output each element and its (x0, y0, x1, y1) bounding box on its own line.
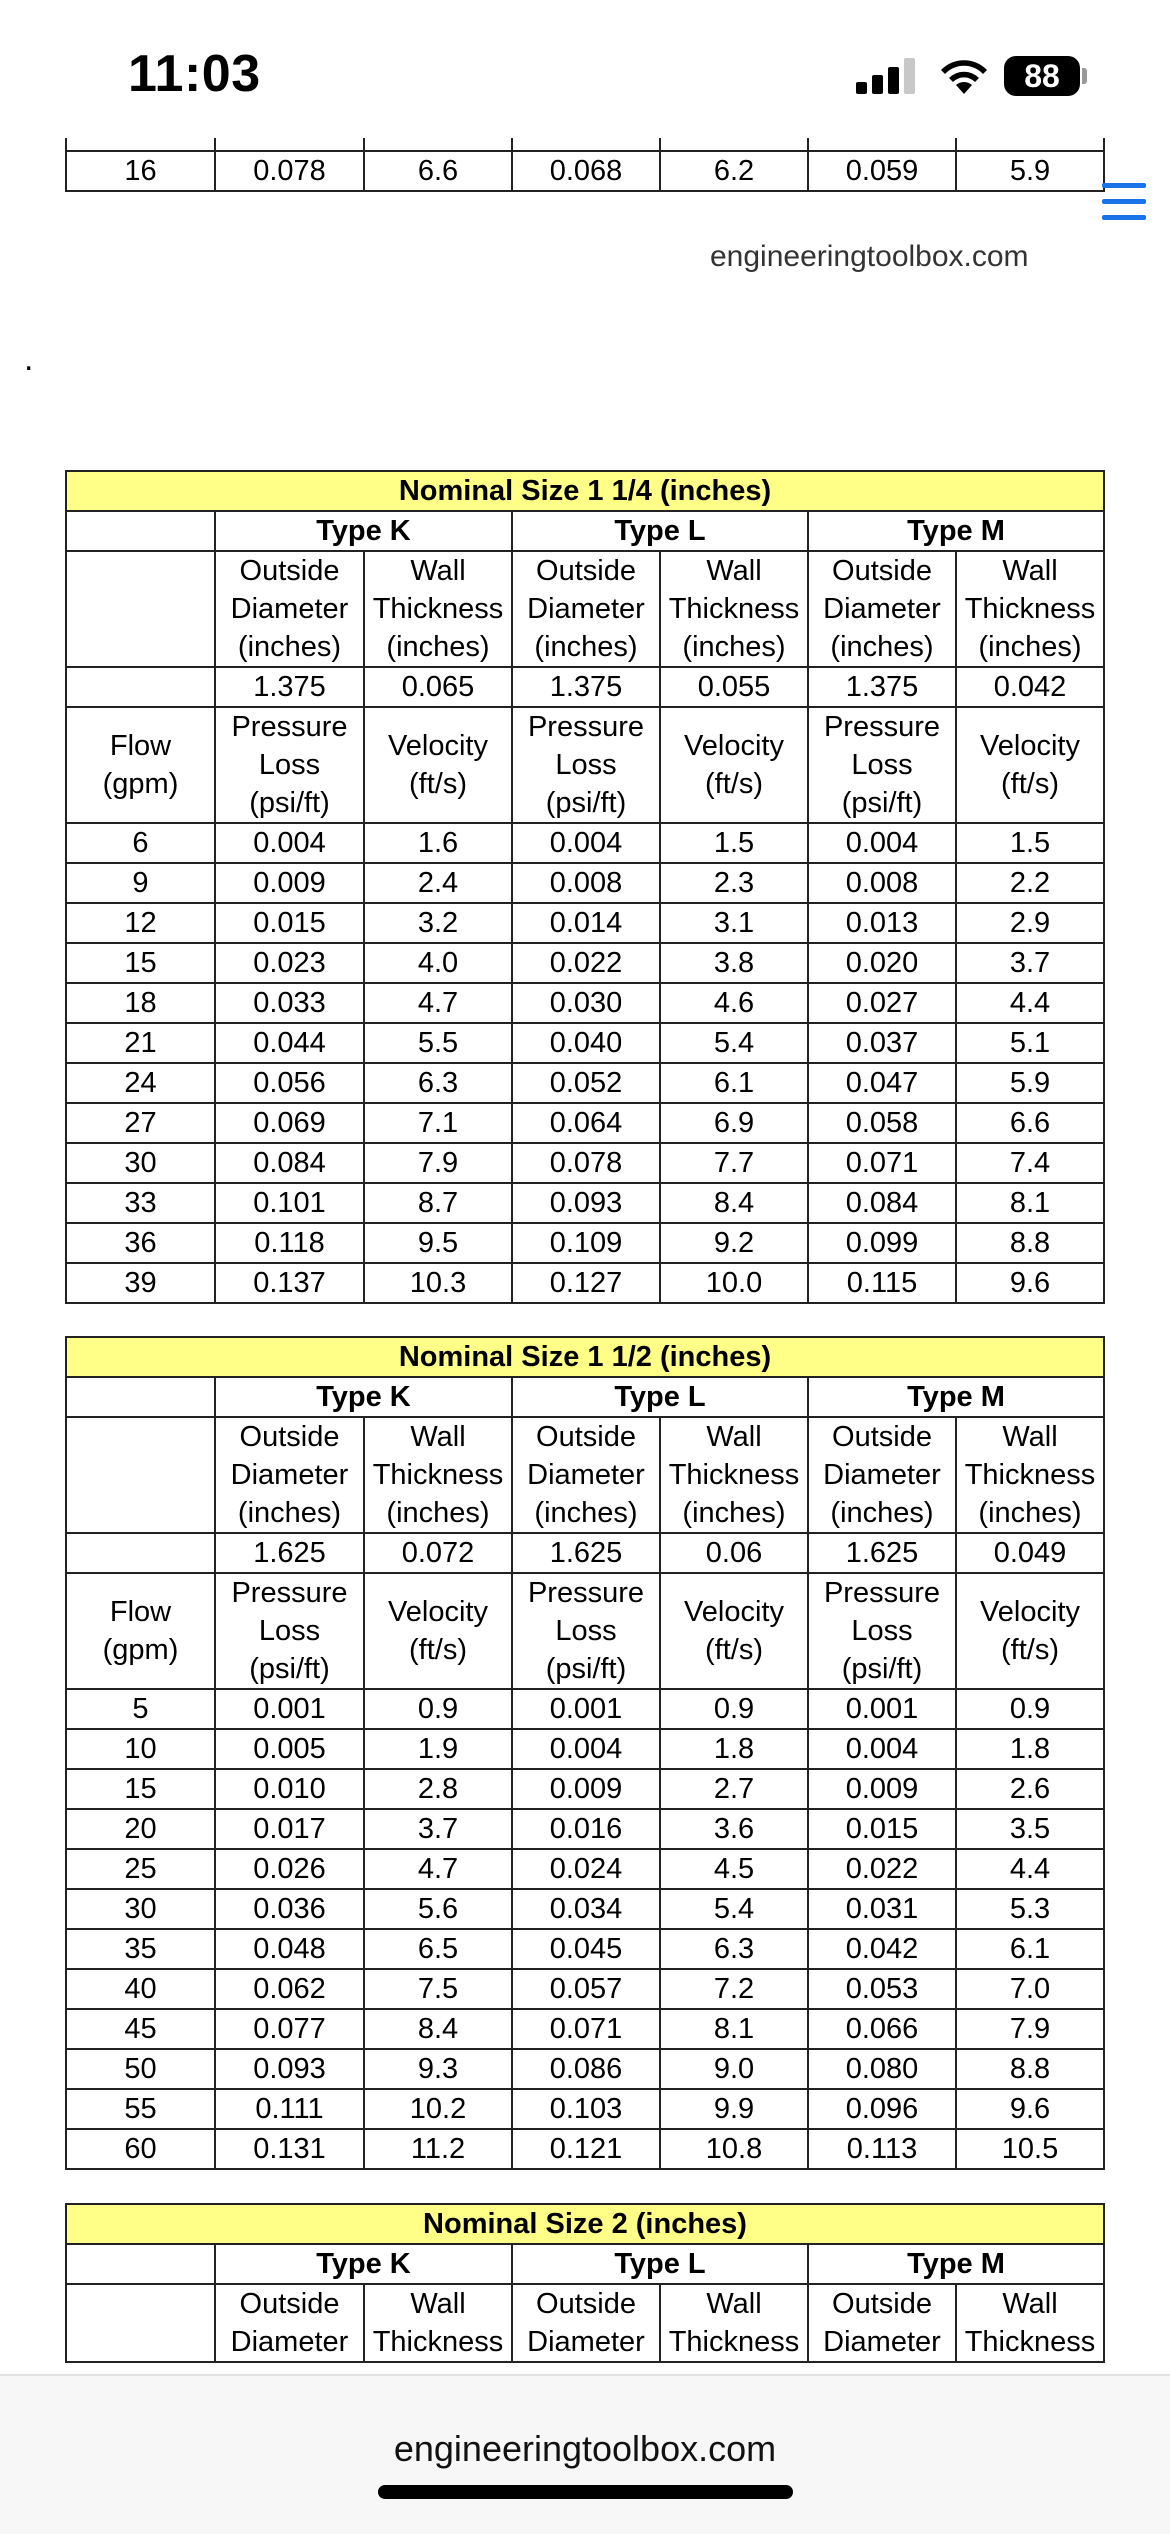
wall-thickness-header: Wall Thickness (956, 2284, 1104, 2362)
table-cell: 0.036 (215, 1889, 364, 1929)
table-cell: 0.096 (808, 2089, 956, 2129)
table-cell: 0.042 (808, 1929, 956, 1969)
table-cell: 0.008 (808, 863, 956, 903)
dimension-value: 0.042 (956, 667, 1104, 707)
table-cell: 1.6 (364, 823, 512, 863)
table-cell: 16 (66, 151, 215, 191)
dimension-value: 0.049 (956, 1533, 1104, 1573)
source-credit: engineeringtoolbox.com (710, 240, 1029, 273)
pressure-loss-header: Pressure Loss (psi/ft) (808, 707, 956, 823)
dimension-value: 1.375 (808, 667, 956, 707)
table-cell: 5.6 (364, 1889, 512, 1929)
table-cell: 7.1 (364, 1103, 512, 1143)
table-nominal-1-1-2 (65, 1336, 1105, 2170)
table-cell: 55 (66, 2089, 215, 2129)
table-cell: 0.080 (808, 2049, 956, 2089)
table-cell: 0.001 (215, 1689, 364, 1729)
table-cell: 0.047 (808, 1063, 956, 1103)
outside-diameter-header: Outside Diameter (215, 2284, 364, 2362)
table-cell: 0.052 (512, 1063, 660, 1103)
table-cell: 4.4 (956, 983, 1104, 1023)
table-cell: 0.077 (215, 2009, 364, 2049)
type-l-header: Type L (512, 1377, 808, 1417)
dimension-value: 1.375 (215, 667, 364, 707)
table-row (66, 151, 1104, 191)
velocity-header: Velocity (ft/s) (956, 707, 1104, 823)
table-cell: 7.0 (956, 1969, 1104, 2009)
table-cell: 35 (66, 1929, 215, 1969)
table-cell: 6.1 (660, 1063, 808, 1103)
table-row (66, 1809, 1104, 1849)
table-title: Nominal Size 2 (inches) (66, 2204, 1104, 2244)
table-cell: 0.103 (512, 2089, 660, 2129)
table-cell: 0.093 (512, 1183, 660, 1223)
table-cell: 0.008 (512, 863, 660, 903)
table-cell: 8.7 (364, 1183, 512, 1223)
wall-thickness-header: Wall Thickness (660, 2284, 808, 2362)
table-cell: 0.101 (215, 1183, 364, 1223)
table-cell: 9.3 (364, 2049, 512, 2089)
table-cell: 7.2 (660, 1969, 808, 2009)
table-cell: 0.004 (808, 823, 956, 863)
table-cell: 0.031 (808, 1889, 956, 1929)
flow-header: Flow (gpm) (66, 707, 215, 823)
table-cell: 15 (66, 1769, 215, 1809)
table-cell: 15 (66, 943, 215, 983)
table-row (66, 863, 1104, 903)
table-cell: 0.121 (512, 2129, 660, 2169)
table-cell: 0.030 (512, 983, 660, 1023)
table-cell: 6.2 (660, 151, 808, 191)
pressure-loss-header: Pressure Loss (psi/ft) (215, 707, 364, 823)
wall-thickness-header: Wall Thickness (inches) (956, 551, 1104, 667)
home-indicator[interactable] (378, 2485, 793, 2499)
dimension-value: 0.065 (364, 667, 512, 707)
table-cell: 0.013 (808, 903, 956, 943)
table-cell: 0.004 (808, 1729, 956, 1769)
table-cell: 0.053 (808, 1969, 956, 2009)
table-title: Nominal Size 1 1/4 (inches) (66, 471, 1104, 511)
table-cell: 2.6 (956, 1769, 1104, 1809)
wall-thickness-header: Wall Thickness (inches) (660, 551, 808, 667)
table-cell: 7.9 (364, 1143, 512, 1183)
table-cell: 9.5 (364, 1223, 512, 1263)
table-cell: 0.033 (215, 983, 364, 1023)
type-k-header: Type K (215, 1377, 512, 1417)
table-cell: 0.113 (808, 2129, 956, 2169)
table-row (66, 1929, 1104, 1969)
table-cell: 1.9 (364, 1729, 512, 1769)
table-cell: 8.1 (660, 2009, 808, 2049)
dimension-value: 1.625 (808, 1533, 956, 1573)
table-cell: 2.9 (956, 903, 1104, 943)
table-cell: 5.3 (956, 1889, 1104, 1929)
type-m-header: Type M (808, 2244, 1104, 2284)
table-cell: 21 (66, 1023, 215, 1063)
table-cell: 10.0 (660, 1263, 808, 1303)
pressure-loss-header: Pressure Loss (psi/ft) (512, 1573, 660, 1689)
table-row (66, 903, 1104, 943)
table-cell: 1.8 (956, 1729, 1104, 1769)
table-nominal-2 (65, 2203, 1105, 2363)
table-row (66, 1769, 1104, 1809)
table-cell: 0.115 (808, 1263, 956, 1303)
table-title: Nominal Size 1 1/2 (inches) (66, 1337, 1104, 1377)
table-cell: 7.5 (364, 1969, 512, 2009)
table-cell: 2.3 (660, 863, 808, 903)
outside-diameter-header: Outside Diameter (inches) (808, 1417, 956, 1533)
table-cell: 12 (66, 903, 215, 943)
table-cell: 0.109 (512, 1223, 660, 1263)
table-cell: 0.131 (215, 2129, 364, 2169)
table-cell: 5 (66, 1689, 215, 1729)
blank-cell (66, 1417, 215, 1533)
table-cell: 45 (66, 2009, 215, 2049)
blank-cell (66, 1377, 215, 1417)
outside-diameter-header: Outside Diameter (inches) (808, 551, 956, 667)
type-m-header: Type M (808, 1377, 1104, 1417)
table-cell: 0.071 (808, 1143, 956, 1183)
table-cell: 7.9 (956, 2009, 1104, 2049)
table-cell: 0.093 (215, 2049, 364, 2089)
table-cell: 4.7 (364, 983, 512, 1023)
wifi-icon (938, 54, 990, 96)
table-cell: 30 (66, 1889, 215, 1929)
table-cell: 0.078 (215, 151, 364, 191)
table-cell: 3.5 (956, 1809, 1104, 1849)
wall-thickness-header: Wall Thickness (inches) (364, 551, 512, 667)
table-row (66, 1023, 1104, 1063)
table-row (66, 1849, 1104, 1889)
table-cell: 0.137 (215, 1263, 364, 1303)
table-cell: 1.5 (660, 823, 808, 863)
type-l-header: Type L (512, 511, 808, 551)
blank-cell (66, 2244, 215, 2284)
table-cell: 10.2 (364, 2089, 512, 2129)
table-cell: 6.3 (364, 1063, 512, 1103)
table-cell: 0.040 (512, 1023, 660, 1063)
table-cell: 0.009 (215, 863, 364, 903)
dimension-value: 1.625 (512, 1533, 660, 1573)
table-cell: 0.023 (215, 943, 364, 983)
table-cell: 0.111 (215, 2089, 364, 2129)
table-cell: 2.4 (364, 863, 512, 903)
table-cell: 0.015 (215, 903, 364, 943)
table-cell: 7.7 (660, 1143, 808, 1183)
table-cell: 3.2 (364, 903, 512, 943)
table-row (66, 1143, 1104, 1183)
table-cell: 0.127 (512, 1263, 660, 1303)
dimension-value: 1.375 (512, 667, 660, 707)
pressure-loss-header: Pressure Loss (psi/ft) (808, 1573, 956, 1689)
table-cell: 2.8 (364, 1769, 512, 1809)
pressure-loss-header: Pressure Loss (psi/ft) (215, 1573, 364, 1689)
wall-thickness-header: Wall Thickness (inches) (364, 1417, 512, 1533)
table-cell: 6.5 (364, 1929, 512, 1969)
table-cell: 0.062 (215, 1969, 364, 2009)
wall-thickness-header: Wall Thickness (inches) (956, 1417, 1104, 1533)
table-cell: 0.016 (512, 1809, 660, 1849)
battery-cap (1082, 68, 1087, 84)
table-cell: 0.044 (215, 1023, 364, 1063)
table-cell: 4.5 (660, 1849, 808, 1889)
table-cell: 0.009 (512, 1769, 660, 1809)
table-cell: 0.004 (512, 823, 660, 863)
table-cell: 50 (66, 2049, 215, 2089)
type-k-header: Type K (215, 511, 512, 551)
table-cell: 0.010 (215, 1769, 364, 1809)
table-cell: 0.034 (512, 1889, 660, 1929)
table-cell: 0.059 (808, 151, 956, 191)
table-cell: 6.3 (660, 1929, 808, 1969)
table-cell: 0.014 (512, 903, 660, 943)
table-row (66, 1969, 1104, 2009)
table-cell: 0.037 (808, 1023, 956, 1063)
table-cell: 8.8 (956, 1223, 1104, 1263)
table-cell: 36 (66, 1223, 215, 1263)
table-cell: 27 (66, 1103, 215, 1143)
table-cell: 33 (66, 1183, 215, 1223)
flow-header: Flow (gpm) (66, 1573, 215, 1689)
wall-thickness-header: Wall Thickness (364, 2284, 512, 2362)
table-cell: 9.6 (956, 1263, 1104, 1303)
status-time: 11:03 (128, 45, 261, 103)
table-cell: 0.004 (215, 823, 364, 863)
table-cell: 0.064 (512, 1103, 660, 1143)
table-cell: 0.086 (512, 2049, 660, 2089)
table-cell: 25 (66, 1849, 215, 1889)
table-cell: 10.5 (956, 2129, 1104, 2169)
dimension-value: 0.055 (660, 667, 808, 707)
table-row (66, 1889, 1104, 1929)
table-cell: 5.4 (660, 1023, 808, 1063)
outside-diameter-header: Outside Diameter (808, 2284, 956, 2362)
table-cell: 8.8 (956, 2049, 1104, 2089)
table-cell: 0.001 (512, 1689, 660, 1729)
table-cell: 0.020 (808, 943, 956, 983)
table-cell: 5.9 (956, 1063, 1104, 1103)
table-cell: 5.9 (956, 151, 1104, 191)
table-cell: 0.9 (660, 1689, 808, 1729)
battery-icon: 88 (1004, 56, 1080, 96)
table-row (66, 1063, 1104, 1103)
wall-thickness-header: Wall Thickness (inches) (660, 1417, 808, 1533)
table-cell: 0.9 (956, 1689, 1104, 1729)
outside-diameter-header: Outside Diameter (inches) (512, 1417, 660, 1533)
table-row (66, 2089, 1104, 2129)
outside-diameter-header: Outside Diameter (inches) (215, 1417, 364, 1533)
table-cell: 3.6 (660, 1809, 808, 1849)
table-cell: 39 (66, 1263, 215, 1303)
table-cell: 0.071 (512, 2009, 660, 2049)
table-cell: 4.0 (364, 943, 512, 983)
outside-diameter-header: Outside Diameter (512, 2284, 660, 2362)
velocity-header: Velocity (ft/s) (364, 1573, 512, 1689)
table-cell: 9.0 (660, 2049, 808, 2089)
table-row (66, 2049, 1104, 2089)
table-cell: 1.8 (660, 1729, 808, 1769)
outside-diameter-header: Outside Diameter (inches) (215, 551, 364, 667)
table-row (66, 1223, 1104, 1263)
stray-dot: . (24, 340, 34, 378)
table-cell: 0.045 (512, 1929, 660, 1969)
table-cell: 11.2 (364, 2129, 512, 2169)
table-cell: 8.4 (660, 1183, 808, 1223)
table-cell: 4.6 (660, 983, 808, 1023)
table-cell: 9 (66, 863, 215, 903)
table-cell: 0.084 (808, 1183, 956, 1223)
table-cell: 1.5 (956, 823, 1104, 863)
dimension-value: 0.06 (660, 1533, 808, 1573)
table-cell: 30 (66, 1143, 215, 1183)
table-cell: 0.084 (215, 1143, 364, 1183)
table-cell: 4.4 (956, 1849, 1104, 1889)
table-cell: 24 (66, 1063, 215, 1103)
table-cell: 0.048 (215, 1929, 364, 1969)
table-row (66, 1729, 1104, 1769)
table-cell: 3.7 (364, 1809, 512, 1849)
velocity-header: Velocity (ft/s) (956, 1573, 1104, 1689)
table-row (66, 983, 1104, 1023)
address-bar-url[interactable]: engineeringtoolbox.com (393, 2428, 777, 2469)
table-cell: 40 (66, 1969, 215, 2009)
table-cell: 6 (66, 823, 215, 863)
table-cell: 3.8 (660, 943, 808, 983)
table-row (66, 1689, 1104, 1729)
table-cell: 0.022 (512, 943, 660, 983)
table-row (66, 823, 1104, 863)
pressure-loss-header: Pressure Loss (psi/ft) (512, 707, 660, 823)
status-bar (0, 0, 1170, 150)
table-cell: 0.068 (512, 151, 660, 191)
dimension-value: 1.625 (215, 1533, 364, 1573)
table-cell: 5.4 (660, 1889, 808, 1929)
table-cell: 0.004 (512, 1729, 660, 1769)
table-cell: 9.9 (660, 2089, 808, 2129)
blank-cell (66, 511, 215, 551)
table-row (66, 1183, 1104, 1223)
table-nominal-1-1-4 (65, 470, 1105, 1304)
table-cell: 10.3 (364, 1263, 512, 1303)
table-cell: 6.6 (364, 151, 512, 191)
browser-bottom-bar (0, 2374, 1170, 2534)
table-cell: 3.1 (660, 903, 808, 943)
table-cell: 0.022 (808, 1849, 956, 1889)
table-row (66, 2129, 1104, 2169)
table-cell: 0.001 (808, 1689, 956, 1729)
blank-cell (66, 2284, 215, 2362)
table-cell: 6.9 (660, 1103, 808, 1143)
table-cell: 0.9 (364, 1689, 512, 1729)
table-cell: 2.2 (956, 863, 1104, 903)
table-row (66, 1263, 1104, 1303)
dimension-value: 0.072 (364, 1533, 512, 1573)
table-cell: 0.058 (808, 1103, 956, 1143)
velocity-header: Velocity (ft/s) (364, 707, 512, 823)
table-cell: 0.017 (215, 1809, 364, 1849)
table-cell: 6.1 (956, 1929, 1104, 1969)
table-cell: 0.015 (808, 1809, 956, 1849)
table-cell: 9.2 (660, 1223, 808, 1263)
table-cell: 10.8 (660, 2129, 808, 2169)
velocity-header: Velocity (ft/s) (660, 707, 808, 823)
table-cell: 8.4 (364, 2009, 512, 2049)
blank-cell (66, 551, 215, 667)
table-cell: 9.6 (956, 2089, 1104, 2129)
table-cell: 0.056 (215, 1063, 364, 1103)
table-cell: 0.024 (512, 1849, 660, 1889)
table-cell: 60 (66, 2129, 215, 2169)
blank-cell (66, 667, 215, 707)
table-cell: 0.099 (808, 1223, 956, 1263)
table-cell: 5.5 (364, 1023, 512, 1063)
table-cell: 0.118 (215, 1223, 364, 1263)
table-cell: 0.078 (512, 1143, 660, 1183)
table-cell: 18 (66, 983, 215, 1023)
table-cell: 7.4 (956, 1143, 1104, 1183)
table-cell: 6.6 (956, 1103, 1104, 1143)
type-l-header: Type L (512, 2244, 808, 2284)
table-cell: 0.005 (215, 1729, 364, 1769)
table-cell: 8.1 (956, 1183, 1104, 1223)
table-row (66, 2009, 1104, 2049)
table-cell: 3.7 (956, 943, 1104, 983)
table-cell: 0.027 (808, 983, 956, 1023)
table-cell: 4.7 (364, 1849, 512, 1889)
table-cell: 20 (66, 1809, 215, 1849)
velocity-header: Velocity (ft/s) (660, 1573, 808, 1689)
hamburger-menu-icon[interactable] (1102, 183, 1146, 221)
table-cell: 0.069 (215, 1103, 364, 1143)
table-cell: 0.057 (512, 1969, 660, 2009)
blank-cell (66, 1533, 215, 1573)
table-cell: 5.1 (956, 1023, 1104, 1063)
outside-diameter-header: Outside Diameter (inches) (512, 551, 660, 667)
table-cell: 0.009 (808, 1769, 956, 1809)
cellular-signal-icon (856, 58, 916, 94)
type-m-header: Type M (808, 511, 1104, 551)
table-cell: 10 (66, 1729, 215, 1769)
table-row (66, 943, 1104, 983)
type-k-header: Type K (215, 2244, 512, 2284)
table-cell: 2.7 (660, 1769, 808, 1809)
table-cell: 0.066 (808, 2009, 956, 2049)
table-row (66, 1103, 1104, 1143)
table-cell: 0.026 (215, 1849, 364, 1889)
